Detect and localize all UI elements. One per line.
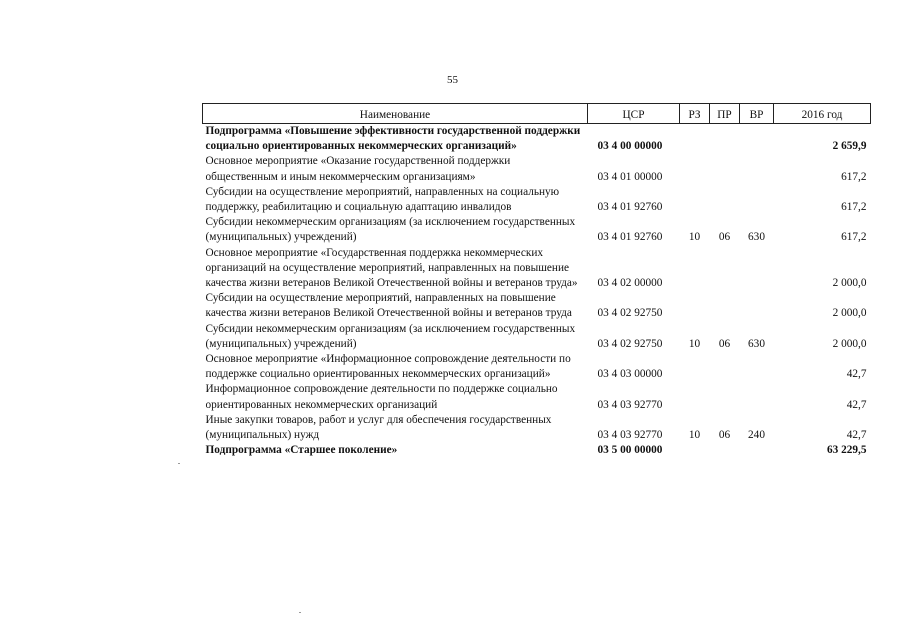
table-row [203,215,871,245]
table-row [203,382,871,412]
header-row [203,104,871,124]
row-csr: 03 4 03 92770 [597,398,663,411]
row-vr [740,185,774,215]
page-number: 55 [447,74,458,86]
row-csr: 03 4 00 00000 [597,140,663,153]
row-amount: 2 000,0 [832,307,867,320]
row-pr [710,185,740,215]
row-rz [680,382,710,412]
row-pr [710,154,740,184]
row-amount: 2 000,0 [832,337,867,350]
header-year: 2016 год [774,104,871,124]
row-name: Информационное сопровождение деятельности по поддержке социально ориентированных некоммерческих организаций [205,383,558,411]
row-pr: 06 [718,429,731,442]
row-vr [740,382,774,412]
row-csr: 03 4 01 92760 [597,231,663,244]
row-vr [740,154,774,184]
table-body [203,124,871,459]
row-amount: 42,7 [846,368,867,381]
row-rz: 10 [688,337,701,350]
table-row [203,124,871,155]
table-row [203,413,871,443]
table-row [203,443,871,458]
row-name: Основное мероприятие «Государственная поддержка некоммерческих организаций на осуществление мероприятий, направленных на повышение качества жизни ветеранов Великой Отечественной войны и ветеранов труда» [205,246,578,290]
header-pr: ПР [710,104,740,124]
header-rz: РЗ [680,104,710,124]
scan-speck [178,463,180,464]
row-csr: 03 4 02 92750 [597,337,663,350]
row-rz: 10 [688,231,701,244]
budget-table [202,103,871,458]
row-amount: 63 229,5 [826,444,867,457]
row-rz [680,352,710,382]
row-pr [710,246,740,292]
row-pr [710,291,740,321]
row-vr: 630 [748,231,765,244]
row-amount: 617,2 [841,170,867,183]
row-amount: 617,2 [841,231,867,244]
row-name: Подпрограмма «Повышение эффективности государственной поддержки социально ориентированных некоммерческих организаций» [205,125,581,153]
row-vr [740,352,774,382]
row-name: Субсидии на осуществление мероприятий, направленных на социальную поддержку, реабилитацию и социальную адаптацию инвалидов [205,185,560,214]
row-csr: 03 4 02 00000 [597,277,663,290]
table-row [203,352,871,382]
row-csr: 03 4 03 92770 [597,429,663,442]
row-rz [680,443,710,458]
header-name: Наименование [203,104,588,124]
row-rz [680,291,710,321]
row-pr [710,124,740,155]
row-name: Иные закупки товаров, работ и услуг для обеспечения государственных (муниципальных) нужд [205,413,552,442]
row-name: Основное мероприятие «Информационное сопровождение деятельности по поддержке социально ориентированных некоммерческих организаций» [205,353,571,381]
table-row [203,291,871,321]
row-csr: 03 4 01 92760 [597,201,663,214]
row-amount: 2 659,9 [832,140,867,153]
row-rz [680,246,710,292]
row-name: Основное мероприятие «Оказание государственной поддержки общественным и иным некоммерческим организациям» [205,155,511,183]
row-vr [740,246,774,292]
row-name: Субсидии на осуществление мероприятий, направленных на повышение качества жизни ветеранов Великой Отечественной войны и ветеранов труда [205,292,572,320]
row-pr: 06 [718,337,731,350]
row-pr: 06 [718,231,731,244]
row-vr [740,124,774,155]
row-amount: 617,2 [841,201,867,214]
row-vr [740,443,774,458]
row-csr: 03 4 03 00000 [597,368,663,381]
row-rz [680,124,710,155]
row-amount: 2 000,0 [832,277,867,290]
row-csr: 03 5 00 00000 [597,444,663,457]
row-name: Субсидии некоммерческим организациям (за исключением государственных (муниципальных) учреждений) [205,216,576,244]
table-row [203,322,871,352]
row-pr [710,382,740,412]
table-row [203,246,871,292]
row-rz: 10 [688,429,701,442]
row-amount: 42,7 [846,398,867,411]
table-row [203,185,871,215]
row-name: Субсидии некоммерческим организациям (за исключением государственных (муниципальных) учреждений) [205,322,576,350]
row-pr [710,443,740,458]
row-name: Подпрограмма «Старшее поколение» [205,444,398,457]
row-pr [710,352,740,382]
row-rz [680,185,710,215]
header-csr: ЦСР [588,104,680,124]
row-vr: 630 [748,337,765,350]
row-vr [740,291,774,321]
row-vr: 240 [748,429,765,442]
table-row [203,154,871,184]
scan-speck [299,612,301,613]
row-csr: 03 4 01 00000 [597,170,663,183]
header-vr: ВР [740,104,774,124]
row-rz [680,154,710,184]
row-amount: 42,7 [846,429,867,442]
row-csr: 03 4 02 92750 [597,307,663,320]
